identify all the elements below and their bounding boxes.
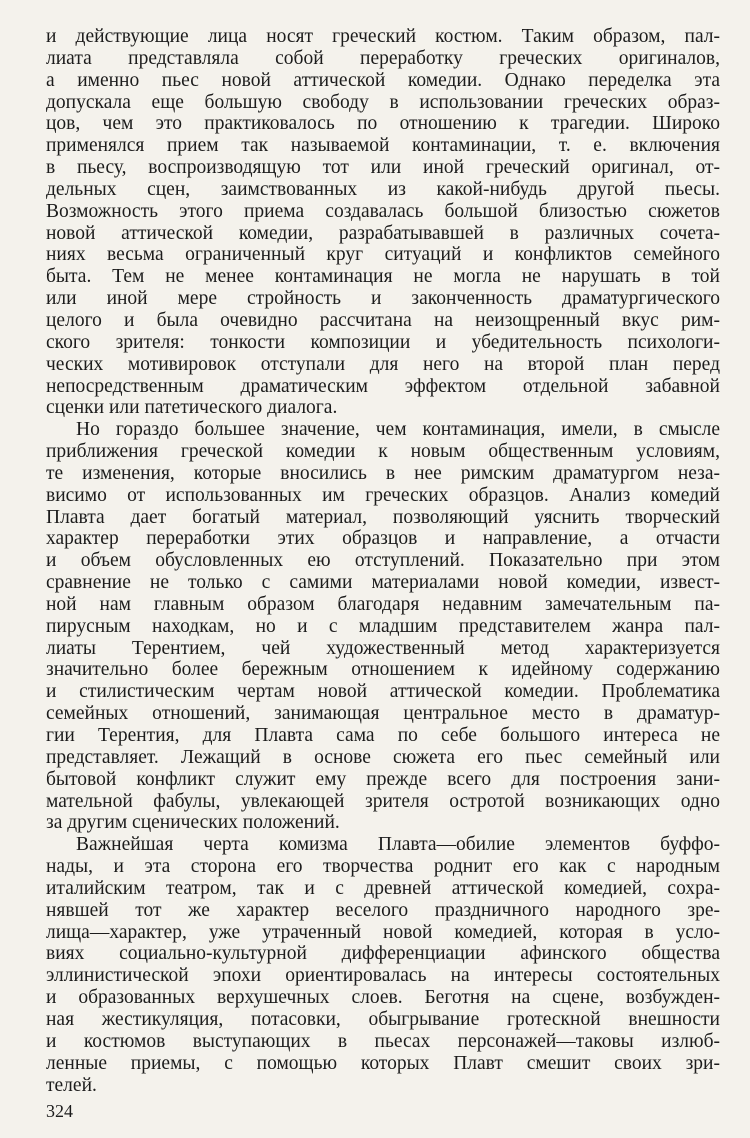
text-line: а именно пьес новой аттической комедии. Однако переделка эта [46,69,720,91]
text-line: эллинистической эпохи ориентировалась на интересы состоятельных [46,965,720,987]
text-line: или иной мере стройность и законченность драматургического [46,288,720,310]
text-line: пирусным находкам, но и с младшим представителем жанра пал- [46,615,720,637]
text-line: висимо от использованных им греческих образцов. Анализ комедий [46,484,720,506]
text-line: мательной фабулы, увлекающей зрителя остротой возникающих одно [46,790,720,812]
text-line: бытовой конфликт служит ему прежде всего для построения зани- [46,768,720,790]
text-line: применялся прием так называемой контаминации, т. е. включения [46,135,720,157]
text-line: сценки или патетического диалога. [46,397,338,419]
text-line: лища—характер, уже утраченный новой комедией, которая в усло- [46,921,720,943]
text-line: гии Терентия, для Плавта сама по себе большого интереса не [46,725,720,746]
text-line: сравнение не только с самими материалами новой комедии, извест- [46,572,720,594]
text-line: ского зрителя: тонкости композиции и убедительность психологи- [46,331,720,353]
text-line: приближения греческой комедии к новым общественным условиям, [46,441,720,463]
text-line: за другим сценических положений. [46,812,340,834]
text-line: в пьесу, воспроизводящую тот или иной греческий оригинал, от- [46,157,720,179]
text-line: новой аттической комедии, разрабатывавшей в различных сочета- [46,222,720,244]
text-line: допускала еще большую свободу в использовании греческих образ- [46,91,720,113]
page-number: 324 [46,1101,73,1121]
text-line: семейных отношений, занимающая центральное место в драматур- [46,703,720,725]
text-line: виях социально-культурной дифференциации афинского общества [46,943,720,965]
text-line: Но гораздо большее значение, чем контаминация, имели, в смысле [76,419,720,441]
text-line: лиата представляла собой переработку греческих оригиналов, [46,47,720,69]
text-line: телей. [46,1074,97,1096]
text-line: и объем обусловленных ею отступлений. Показательно при этом [46,550,720,572]
text-line: и образованных верхушечных слоев. Беготня на сцене, возбужден- [46,987,720,1009]
text-line: нявшей тот же характер веселого праздничного народного зре- [46,899,720,921]
text-line: Плавта дает богатый материал, позволяющий уяснить творческий [46,506,720,528]
text-body [46,26,720,1096]
paragraph-1 [46,26,720,419]
text-line: представляет. Лежащий в основе сюжета его пьес семейный или [46,746,720,768]
text-line: Возможность этого приема создавалась большой близостью сюжетов [46,200,720,222]
text-line: те изменения, которые вносились в нее римским драматургом неза- [46,462,720,484]
text-line: значительно более бережным отношением к идейному содержанию [46,659,720,681]
text-line: ная жестикуляция, потасовки, обыгрывание гротескной внешности [46,1008,720,1030]
text-line: италийским театром, так и с древней аттической комедией, сохра- [46,877,720,899]
text-line: ниях весьма ограниченный круг ситуаций и конфликтов семейного [46,244,720,266]
text-line: лиаты Терентием, чей художественный метод характеризуется [46,637,720,659]
text-line: целого и была очевидно рассчитана на неизощренный вкус рим- [46,309,720,331]
text-line: быта. Тем не менее контаминация не могла не нарушать в той [46,266,720,288]
text-line: ленные приемы, с помощью которых Плавт смешит своих зри- [46,1052,720,1074]
text-line: характер переработки этих образцов и направление, а отчасти [46,528,720,550]
text-line: и стилистическим чертам новой аттической комедии. Проблематика [46,681,720,703]
text-line: непосредственным драматическим эффектом отдельной забавной [46,375,720,397]
text-line: ной нам главным образом благодаря недавним замечательным па- [46,593,720,615]
text-line: и костюмов выступающих в пьесах персонажей—таковы излюб- [46,1030,720,1052]
text-line: дельных сцен, заимствованных из какой-нибудь другой пьесы. [46,178,720,200]
text-line: ческих мотивировок отступали для него на второй план перед [46,353,720,375]
paragraph-3 [46,834,720,1096]
text-line: цов, чем это практиковалось по отношению к трагедии. Широко [46,113,720,135]
paragraph-2 [46,419,720,834]
text-line: и действующие лица носят греческий костюм. Таким образом, пал- [46,26,720,47]
text-line: Важнейшая черта комизма Плавта—обилие элементов буффо- [76,834,720,856]
text-line: нады, и эта сторона его творчества роднит его как с народным [46,856,720,878]
